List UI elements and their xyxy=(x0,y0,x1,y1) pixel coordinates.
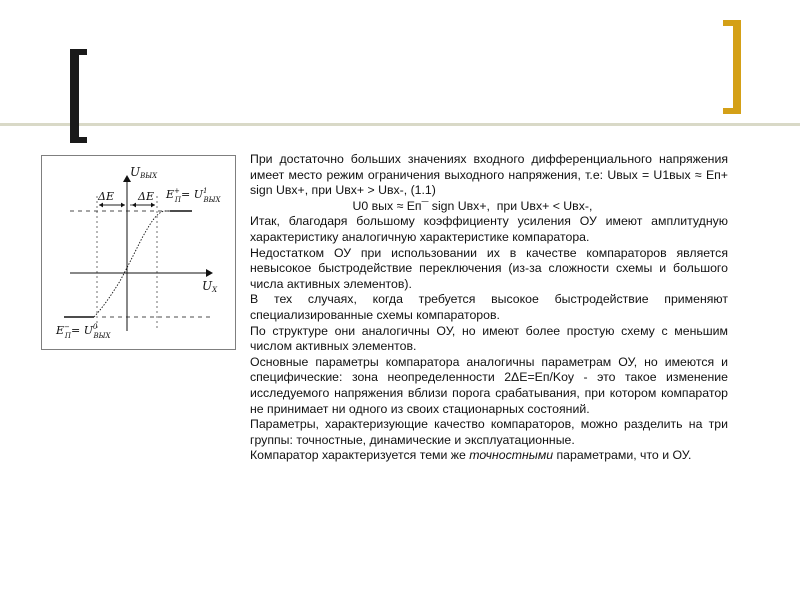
delta-e-left-label: ΔE xyxy=(98,190,114,203)
left-bracket-top-arm xyxy=(70,49,87,55)
right-bracket-bottom-arm xyxy=(723,108,741,114)
slide-body-text xyxy=(250,152,728,464)
x-axis-label: UХ xyxy=(202,279,218,294)
delta-e-right-label: ΔE xyxy=(138,190,154,203)
transfer-curve xyxy=(64,211,192,317)
paragraph-drawback: Недостатком ОУ при использовании их в качестве компараторов является невысокое быстродействие переключения (из-за сложности схемы и большого числа активных элементов). xyxy=(250,245,728,291)
comparator-transfer-characteristic-figure xyxy=(41,155,236,350)
paragraph-formula: U0 вых ≈ Eп¯ sign Uвх+, при Uвх+ < Uвх-, xyxy=(250,198,593,213)
right-bracket-top-arm xyxy=(723,20,741,26)
y-axis-label: UВЫХ xyxy=(130,165,158,180)
left-bracket-bottom-arm xyxy=(70,137,87,143)
e-plus-label: E+ $П= U^1$ ВЫХ xyxy=(166,187,221,204)
paragraph-parameters: Основные параметры компаратора аналогичны параметрам ОУ, но имеются и специфические: зона неопределенности 2ΔE=Eп/Kоу - это такое изменение исследуемого напряжения вблизи порога срабатывания, при котором компаратор не принимает ни одного из своих стационарных состояний. xyxy=(250,354,728,416)
decorative-top-line xyxy=(0,123,800,126)
paragraph-structure: По структуре они аналогичны ОУ, но имеют более простую схему с меньшим числом активных элементов. xyxy=(250,323,728,354)
emphasis-accuracy: точностными xyxy=(469,448,554,463)
transfer-characteristic-diagram xyxy=(42,156,235,349)
left-bracket-decoration xyxy=(70,49,79,143)
e-minus-label: E− $П= U^0$ ВЫХ xyxy=(56,323,111,340)
right-bracket-decoration xyxy=(733,20,741,114)
paragraph-amplitude: Итак, благодаря большому коэффициенту усиления ОУ имеют амплитудную характеристику аналогичную характеристике компаратора. xyxy=(250,214,728,244)
paragraph-specialized: В тех случаях, когда требуется высокое быстродействие применяют специализированные схемы компараторов. xyxy=(250,292,728,322)
paragraph-accuracy: Компаратор характеризуется теми же точностными параметрами, что и ОУ. xyxy=(250,448,692,463)
paragraph-saturation: При достаточно больших значениях входного дифференциального напряжения имеет место режим ограничения выходного напряжения, т.е: Uвых = U1вых ≈ Eп+ sign Uвх+, при Uвх+ > Uвх-, (1.1) xyxy=(250,152,728,198)
paragraph-groups: Параметры, характеризующие качество компараторов, можно разделить на три группы: точностные, динамические и эксплуатационные. xyxy=(250,417,728,447)
